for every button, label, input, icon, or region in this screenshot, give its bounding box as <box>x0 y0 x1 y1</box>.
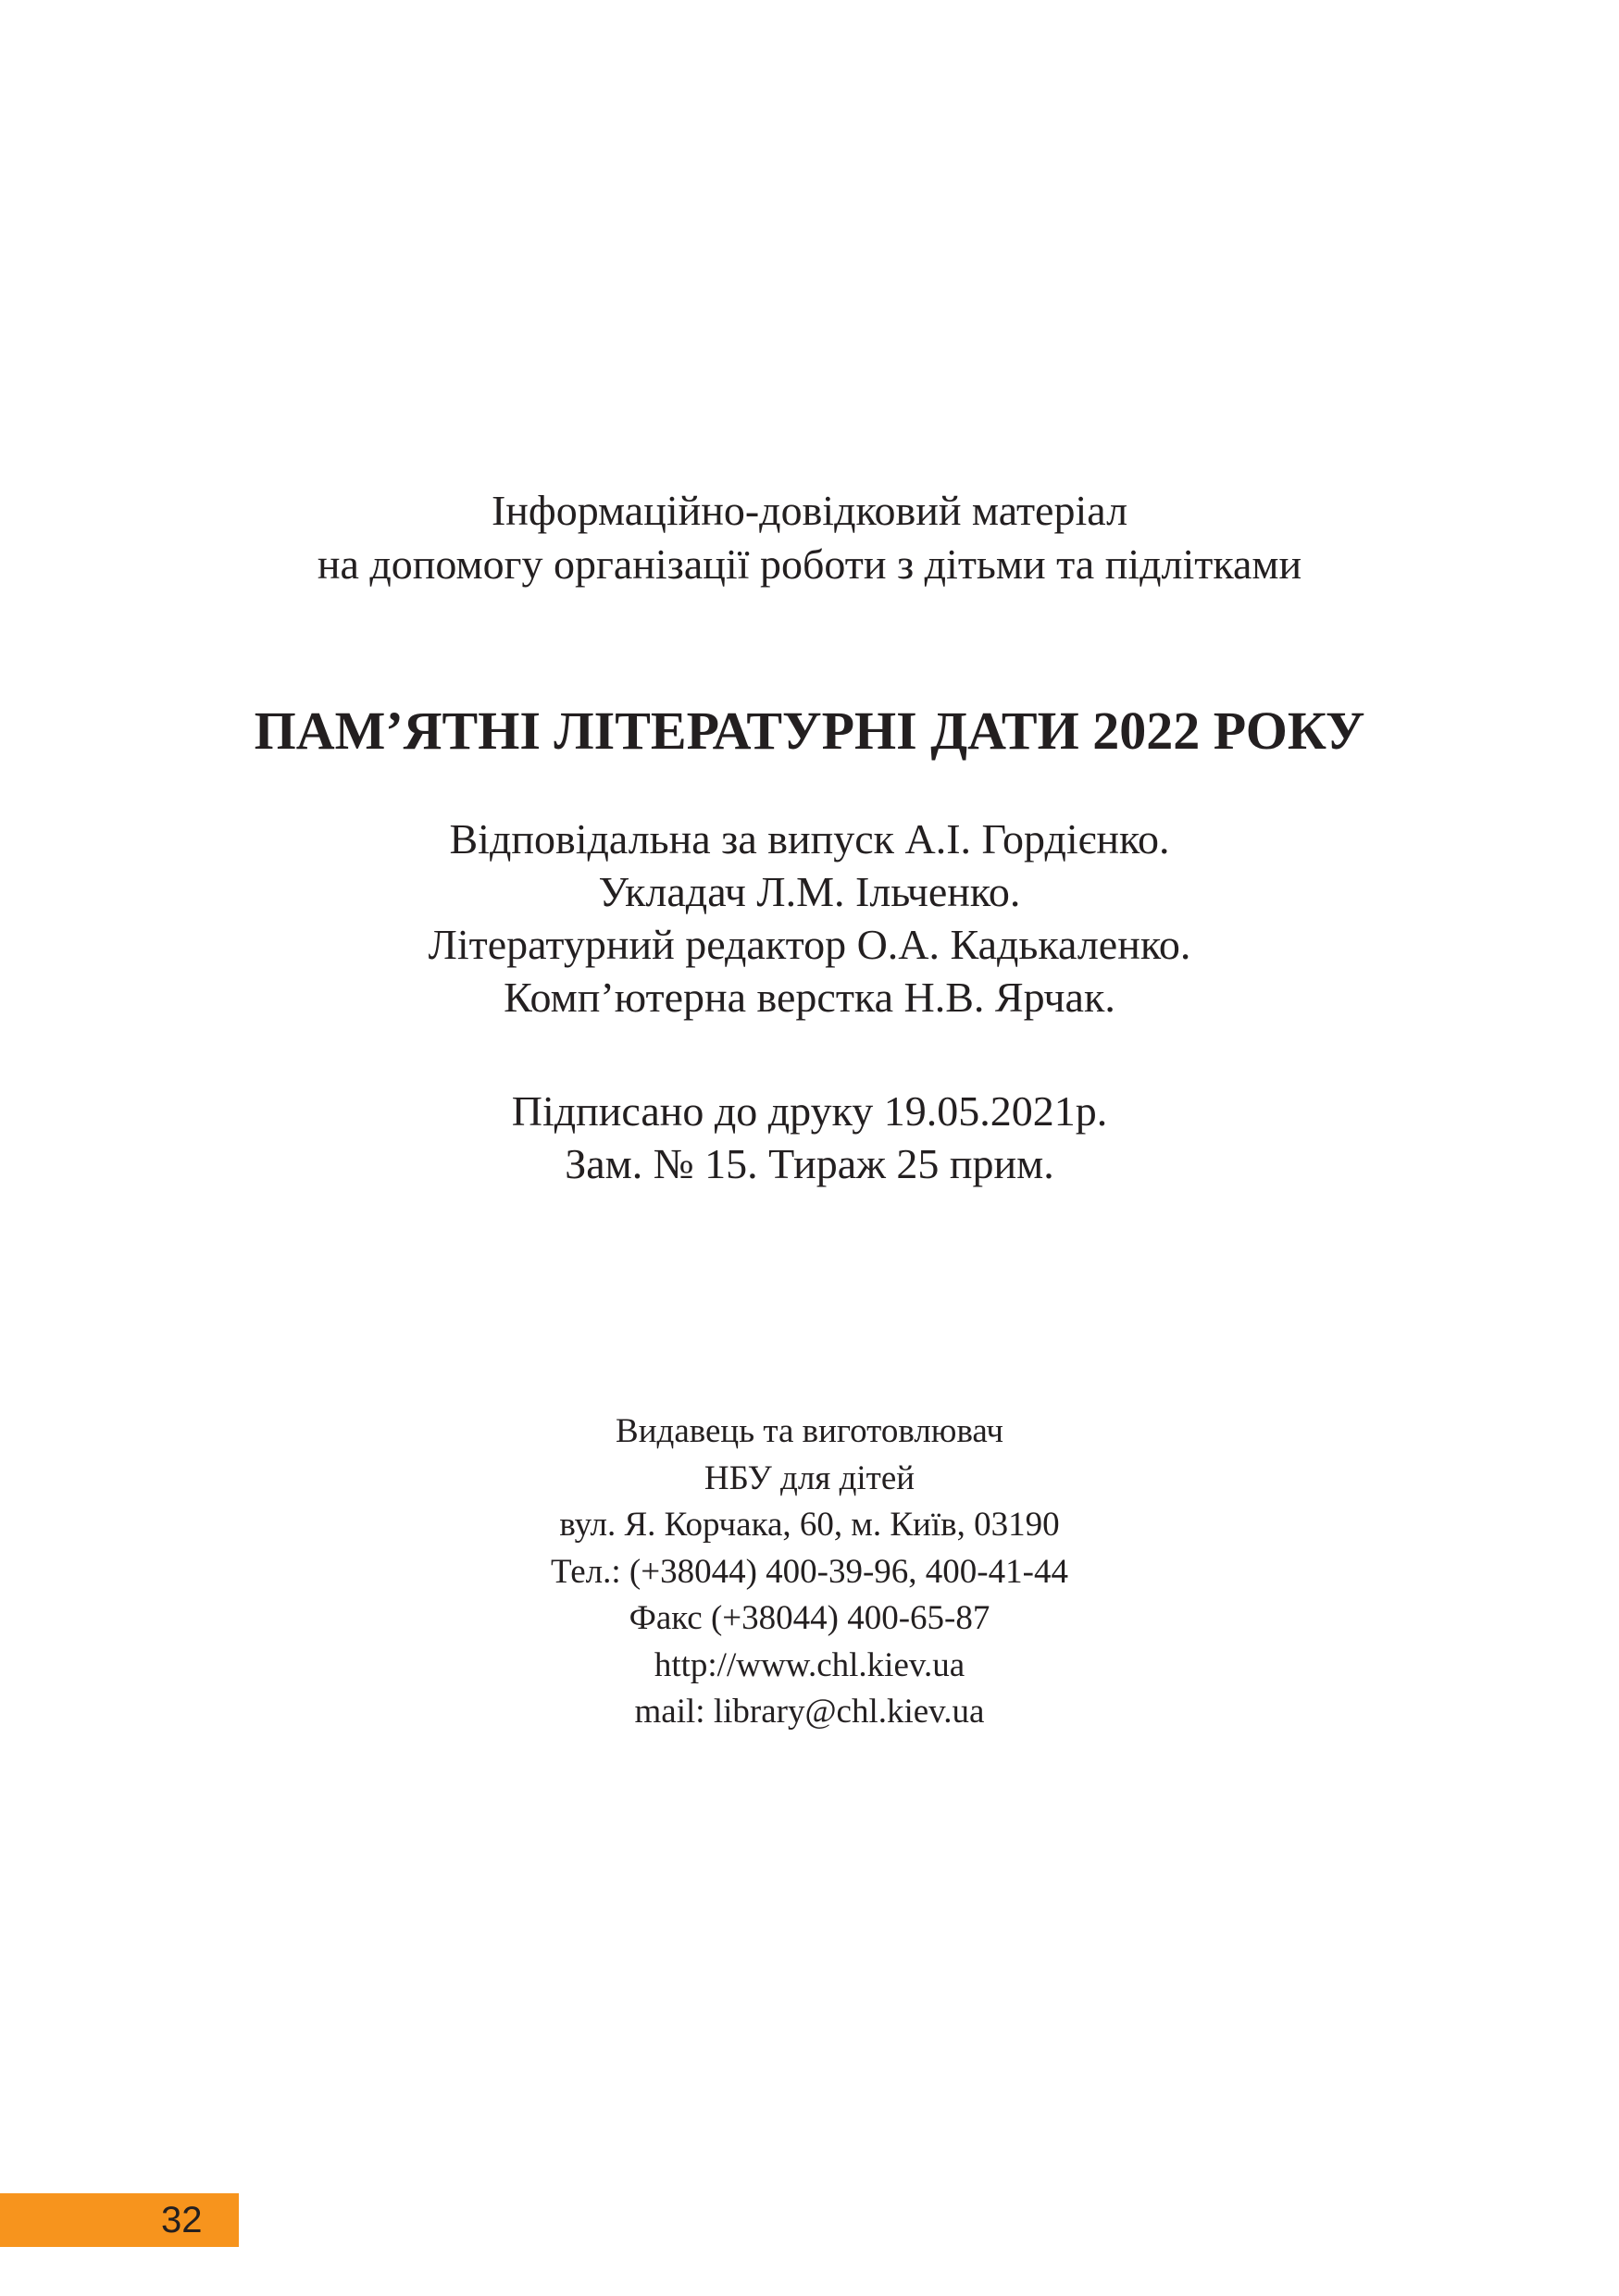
publisher-line: Видавець та виготовлювач <box>616 1412 1003 1450</box>
credit-line: Відповідальна за випуск А.І. Гордієнко. <box>449 815 1170 863</box>
credit-line: Комп’ютерна верстка Н.В. Ярчак. <box>504 974 1115 1021</box>
publisher-line: вул. Я. Корчака, 60, м. Київ, 03190 <box>559 1506 1060 1544</box>
page-number: 32 <box>161 2200 203 2240</box>
print-info-line: Підписано до друку 19.05.2021р. <box>511 1087 1108 1135</box>
publisher-line: Тел.: (+38044) 400-39-96, 400-41-44 <box>551 1552 1068 1591</box>
credits <box>0 813 1619 1024</box>
intro-line: на допомогу організації роботи з дітьми та підлітками <box>317 540 1302 588</box>
intro-text <box>0 484 1619 591</box>
publisher-email: mail: library@chl.kiev.ua <box>634 1693 985 1731</box>
publisher-line: Факс (+38044) 400-65-87 <box>629 1599 990 1637</box>
publisher-info <box>0 1409 1619 1736</box>
print-info-line: Зам. № 15. Тираж 25 прим. <box>565 1140 1054 1187</box>
credit-line: Укладач Л.М. Ільченко. <box>598 868 1021 915</box>
publisher-line: НБУ для дітей <box>704 1458 915 1497</box>
credit-line: Літературний редактор О.А. Кадькаленко. <box>428 921 1191 968</box>
publisher-website: http://www.chl.kiev.ua <box>654 1645 965 1684</box>
page-title: ПАМ’ЯТНІ ЛІТЕРАТУРНІ ДАТИ 2022 РОКУ <box>254 701 1365 761</box>
intro-line: Інформаційно-довідковий матеріал <box>491 487 1128 534</box>
print-info <box>0 1085 1619 1190</box>
